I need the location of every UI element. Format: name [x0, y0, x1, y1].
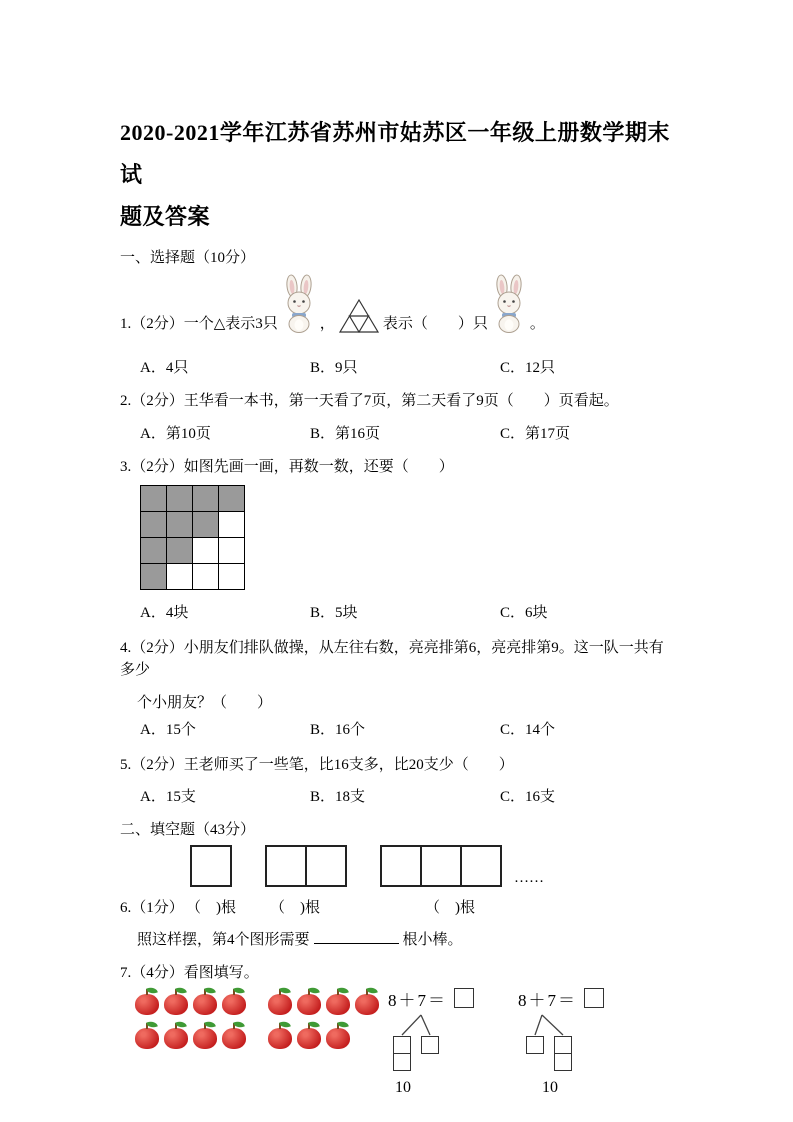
apple-group — [268, 988, 379, 1056]
option-a: A．第10页 — [140, 426, 211, 442]
staircase-cell — [167, 486, 193, 512]
staircase-cell — [141, 538, 167, 564]
option-c: C．14个 — [500, 722, 556, 738]
question-1-text-middle: 表示（ ）只 — [382, 316, 488, 332]
option-c: C．第17页 — [500, 426, 571, 442]
question-7-heading: 7.（4分）看图填写。 — [120, 965, 259, 981]
stick-count-blank: （ )根 — [425, 900, 475, 916]
equation — [518, 986, 628, 1010]
stick-figures-row — [120, 845, 675, 887]
apple-row — [268, 1022, 379, 1049]
staircase-cell — [141, 486, 167, 512]
rabbit-icon — [488, 274, 530, 334]
option-b: B．5块 — [310, 605, 358, 621]
question-4-line-2: 个小朋友？（ ） — [137, 695, 273, 711]
decomposition-boxes — [393, 1036, 498, 1054]
question-3-options — [120, 602, 675, 624]
apple-icon — [193, 994, 217, 1015]
equation-text: 8＋7＝ — [518, 990, 577, 1010]
stick-square — [382, 847, 420, 885]
document-title-line-2: 题及答案 — [120, 204, 211, 229]
question-6-prefix: 6.（1分） — [120, 900, 184, 916]
stick-square — [192, 847, 230, 885]
equation — [388, 986, 498, 1010]
option-a: A．4只 — [140, 360, 189, 376]
triangle-figure — [338, 298, 380, 334]
apple-icon — [297, 994, 321, 1015]
answer-box — [554, 1036, 572, 1054]
section-heading-choice: 一、选择题（10分） — [120, 250, 256, 266]
apple-icon — [297, 1028, 321, 1049]
staircase-cell — [193, 538, 219, 564]
answer-box — [526, 1036, 544, 1054]
document-title-line-1: 2020-2021学年江苏省苏州市姑苏区一年级上册数学期末试 — [120, 120, 670, 187]
apple-icon — [193, 1028, 217, 1049]
apple-row — [135, 988, 246, 1015]
answer-box — [454, 988, 474, 1008]
staircase-cell — [167, 564, 193, 590]
ten-label: 10 — [542, 1079, 558, 1096]
ellipsis-dots: …… — [514, 870, 544, 886]
question-7-figure — [120, 986, 675, 1111]
option-b: B．18支 — [310, 789, 366, 805]
stick-square — [267, 847, 305, 885]
section-heading-fill: 二、填空题（43分） — [120, 822, 256, 838]
stick-square — [420, 847, 460, 885]
answer-box — [393, 1036, 411, 1054]
question-1-comma: ， — [319, 316, 335, 332]
followup-text-before: 照这样摆，第4个图形需要 — [137, 932, 310, 948]
question-3: 3.（2分）如图先画一画，再数一数，还要（ ） — [120, 459, 454, 475]
apple-icon — [135, 994, 159, 1015]
question-6 — [120, 897, 675, 919]
option-b: B．第16页 — [310, 426, 381, 442]
question-1-options — [120, 357, 675, 379]
question-4-line-1: 4.（2分）小朋友们排队做操，从左往右数，亮亮排第6，亮亮排第9。这一队一共有多少 — [120, 640, 664, 678]
question-1 — [120, 270, 675, 334]
answer-box — [393, 1053, 411, 1071]
stick-square-figure — [380, 845, 502, 887]
stick-square-figure — [190, 845, 232, 887]
apple-icon — [268, 1028, 292, 1049]
decomposition-boxes — [526, 1036, 628, 1054]
sum-box-row — [393, 1053, 498, 1076]
staircase-cell — [193, 486, 219, 512]
branch-lines-icon — [518, 1014, 578, 1036]
option-c: C．16支 — [500, 789, 556, 805]
staircase-cell — [219, 512, 245, 538]
option-c: C．6块 — [500, 605, 548, 621]
apple-icon — [222, 994, 246, 1015]
question-1-text-end: 。 — [529, 316, 545, 332]
option-b: B．16个 — [310, 722, 366, 738]
option-a: A．15个 — [140, 722, 196, 738]
answer-box — [554, 1053, 572, 1071]
staircase-cell — [167, 538, 193, 564]
apple-group — [135, 988, 246, 1056]
stick-count-blank: （ )根 — [186, 900, 236, 916]
ten-label: 10 — [395, 1079, 411, 1096]
staircase-cell — [219, 564, 245, 590]
make-ten-diagram-2 — [518, 986, 628, 1097]
stick-square — [305, 847, 345, 885]
question-2-options — [120, 423, 675, 445]
option-b: B．9只 — [310, 360, 358, 376]
staircase-cell — [141, 512, 167, 538]
apple-icon — [164, 1028, 188, 1049]
equation-text: 8＋7＝ — [388, 990, 447, 1010]
staircase-cell — [219, 538, 245, 564]
stick-count-blank: （ )根 — [270, 900, 320, 916]
branch-lines-icon — [388, 1014, 448, 1036]
answer-box — [421, 1036, 439, 1054]
staircase-figure — [140, 485, 245, 590]
option-a: A．4块 — [140, 605, 189, 621]
apple-row — [268, 988, 379, 1015]
option-c: C．12只 — [500, 360, 556, 376]
answer-box — [584, 988, 604, 1008]
apple-icon — [164, 994, 188, 1015]
blank-line — [314, 929, 399, 944]
question-6-followup — [120, 929, 675, 951]
question-4-options — [120, 719, 675, 741]
staircase-cell — [193, 564, 219, 590]
question-5-options — [120, 786, 675, 808]
question-1-text-start: 1.（2分）一个△表示3只 — [120, 316, 278, 332]
apple-icon — [326, 1028, 350, 1049]
staircase-cell — [167, 512, 193, 538]
question-2: 2.（2分）王华看一本书，第一天看了7页，第二天看了9页（ ）页看起。 — [120, 393, 619, 409]
rabbit-icon — [278, 274, 320, 334]
staircase-cell — [219, 486, 245, 512]
option-a: A．15支 — [140, 789, 196, 805]
make-ten-diagram-1 — [388, 986, 498, 1097]
apple-icon — [222, 1028, 246, 1049]
apple-icon — [355, 994, 379, 1015]
apple-icon — [135, 1028, 159, 1049]
stick-square — [460, 847, 500, 885]
staircase-cell — [141, 564, 167, 590]
sum-box-row — [554, 1053, 628, 1076]
stick-square-figure — [265, 845, 347, 887]
question-5: 5.（2分）王老师买了一些笔，比16支多，比20支少（ ） — [120, 757, 514, 773]
apple-icon — [326, 994, 350, 1015]
staircase-cell — [193, 512, 219, 538]
apple-icon — [268, 994, 292, 1015]
followup-text-after: 根小棒。 — [402, 932, 463, 948]
apple-row — [135, 1022, 246, 1049]
